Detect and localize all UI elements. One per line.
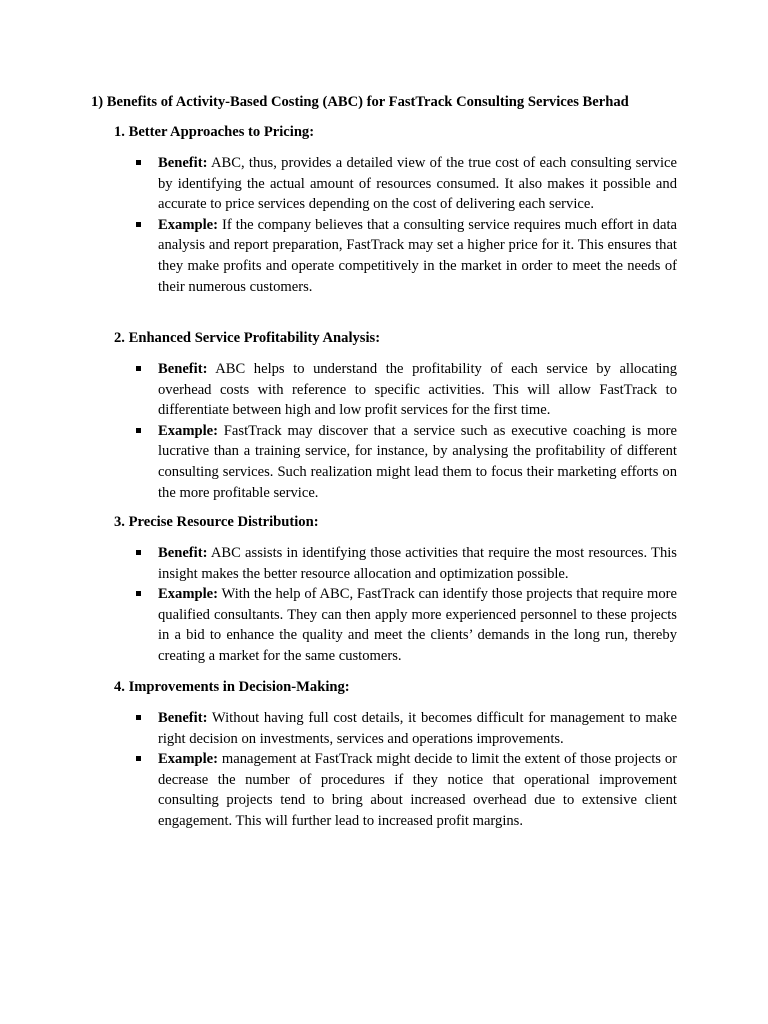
document-title: 1) Benefits of Activity-Based Costing (ABC) for FastTrack Consulting Services Berhad [91,94,629,110]
list-item [0,584,677,666]
square-bullet-icon [136,222,141,227]
square-bullet-icon [136,160,141,165]
square-bullet-icon [136,756,141,761]
example-text: management at FastTrack might decide to limit the extent of those projects or decrease the number of procedures if they notice that operational improvement consulting projects tend to bring about increased overhead due to extensive client engagement. This will further lead to increased profit margins. [158,751,677,829]
list-item [0,215,677,297]
list-item [0,421,677,503]
benefit-text: ABC, thus, provides a detailed view of the true cost of each consulting service by identifying the actual amount of resources consumed. It also makes it possible and accurate to price services depending on the cost of delivering each service. [158,155,677,213]
bullet-list [0,708,768,832]
list-item [0,543,677,584]
example-text: With the help of ABC, FastTrack can identify those projects that require more qualified consultants. They can then apply more experienced personnel to these projects in a bid to enhance the quality and meet the clients’ demands in the long run, thereby creating a market for the same customers. [158,586,677,664]
square-bullet-icon [136,591,141,596]
square-bullet-icon [136,550,141,555]
list-item [0,359,677,421]
section-heading: 3. Precise Resource Distribution: [114,514,319,530]
example-text: FastTrack may discover that a service such as executive coaching is more lucrative than a training service, for instance, by analysing the profitability of different consulting services. Such realization might lead them to focus their marketing efforts on the more profitable service. [158,422,677,501]
example-label: Example: [158,751,218,768]
list-item [0,153,677,215]
bullet-list [0,359,768,503]
example-text: If the company believes that a consulting service requires much effort in data analysis and report preparation, FastTrack may set a higher price for it. This ensures that they make profits and operate competitively in the market in order to meet the needs of their numerous customers. [158,216,677,295]
section-heading: 2. Enhanced Service Profitability Analysis: [114,330,381,346]
square-bullet-icon [136,366,141,371]
example-label: Example: [158,586,218,603]
benefit-label: Benefit: [158,155,208,171]
section-heading: 1. Better Approaches to Pricing: [114,124,315,140]
list-item [0,708,677,749]
benefit-label: Benefit: [158,710,208,726]
example-label: Example: [158,422,218,439]
square-bullet-icon [136,428,141,433]
list-item [0,749,677,831]
benefit-text: ABC helps to understand the profitability of each service by allocating overhead costs with reference to specific activities. This will allow FastTrack to differentiate between high and low profit services for the first time. [158,361,677,419]
benefit-text: ABC assists in identifying those activities that require the most resources. This insight makes the better resource allocation and optimization possible. [158,545,677,582]
bullet-list [0,543,768,667]
benefit-label: Benefit: [158,361,208,377]
benefit-label: Benefit: [158,545,208,561]
bullet-list [0,153,768,297]
benefit-text: Without having full cost details, it becomes difficult for management to make right decision on investments, services and operations improvements. [158,710,677,747]
square-bullet-icon [136,715,141,720]
section-heading: 4. Improvements in Decision-Making: [114,679,350,695]
example-label: Example: [158,216,218,233]
